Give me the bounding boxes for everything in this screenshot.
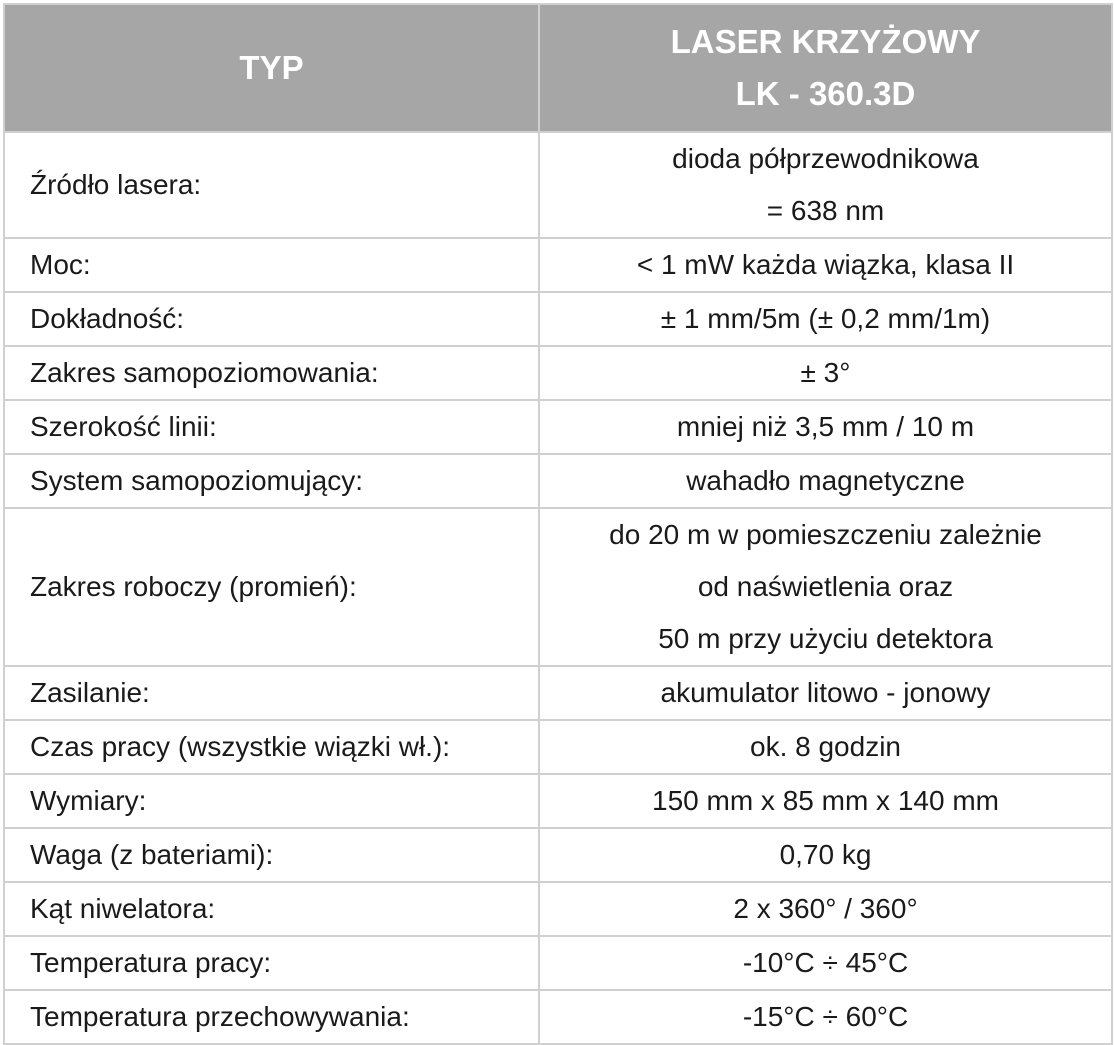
row-value: 0,70 kg xyxy=(539,828,1112,882)
header-row xyxy=(4,4,1112,132)
table-row xyxy=(4,774,1112,828)
row-value-line: do 20 m w pomieszczeniu zależnie xyxy=(609,519,1042,550)
row-label: Źródło lasera: xyxy=(4,132,539,238)
row-value: < 1 mW każda wiązka, klasa II xyxy=(539,238,1112,292)
row-value: wahadło magnetyczne xyxy=(539,454,1112,508)
table-row xyxy=(4,936,1112,990)
row-value-line: od naświetlenia oraz xyxy=(697,571,954,602)
row-value-line: dioda półprzewodnikowa xyxy=(672,143,979,174)
header-model-line1: LASER KRZYŻOWY xyxy=(670,23,981,60)
table-row xyxy=(4,828,1112,882)
table-row xyxy=(4,882,1112,936)
row-label: Moc: xyxy=(4,238,539,292)
header-model-cell xyxy=(539,4,1112,132)
row-value xyxy=(539,132,1112,238)
row-value: mniej niż 3,5 mm / 10 m xyxy=(539,400,1112,454)
row-label: Szerokość linii: xyxy=(4,400,539,454)
table-row xyxy=(4,720,1112,774)
row-label: Kąt niwelatora: xyxy=(4,882,539,936)
row-label: System samopoziomujący: xyxy=(4,454,539,508)
table-row xyxy=(4,666,1112,720)
row-label: Temperatura pracy: xyxy=(4,936,539,990)
table-row xyxy=(4,132,1112,238)
row-value-line: = 638 nm xyxy=(766,195,885,226)
table-row xyxy=(4,238,1112,292)
row-value: ± 1 mm/5m (± 0,2 mm/1m) xyxy=(539,292,1112,346)
row-value: -10°C ÷ 45°C xyxy=(539,936,1112,990)
row-value: 2 x 360° / 360° xyxy=(539,882,1112,936)
table-row xyxy=(4,508,1112,666)
header-type-cell xyxy=(4,4,539,132)
table-row xyxy=(4,990,1112,1044)
table-row xyxy=(4,400,1112,454)
row-label: Zasilanie: xyxy=(4,666,539,720)
row-label: Wymiary: xyxy=(4,774,539,828)
row-label: Czas pracy (wszystkie wiązki wł.): xyxy=(4,720,539,774)
header-model-line2: LK - 360.3D xyxy=(735,75,916,112)
row-label: Dokładność: xyxy=(4,292,539,346)
row-value: 150 mm x 85 mm x 140 mm xyxy=(539,774,1112,828)
table-row xyxy=(4,346,1112,400)
row-value: -15°C ÷ 60°C xyxy=(539,990,1112,1044)
spec-table xyxy=(3,3,1113,1045)
row-value xyxy=(539,508,1112,666)
row-value: akumulator litowo - jonowy xyxy=(539,666,1112,720)
row-value: ok. 8 godzin xyxy=(539,720,1112,774)
row-label: Temperatura przechowywania: xyxy=(4,990,539,1044)
table-row xyxy=(4,454,1112,508)
row-value-line: 50 m przy użyciu detektora xyxy=(658,623,993,654)
table-row xyxy=(4,292,1112,346)
row-label: Zakres samopoziomowania: xyxy=(4,346,539,400)
row-label: Zakres roboczy (promień): xyxy=(4,508,539,666)
header-type-label: TYP xyxy=(239,49,304,86)
row-label: Waga (z bateriami): xyxy=(4,828,539,882)
row-value: ± 3° xyxy=(539,346,1112,400)
